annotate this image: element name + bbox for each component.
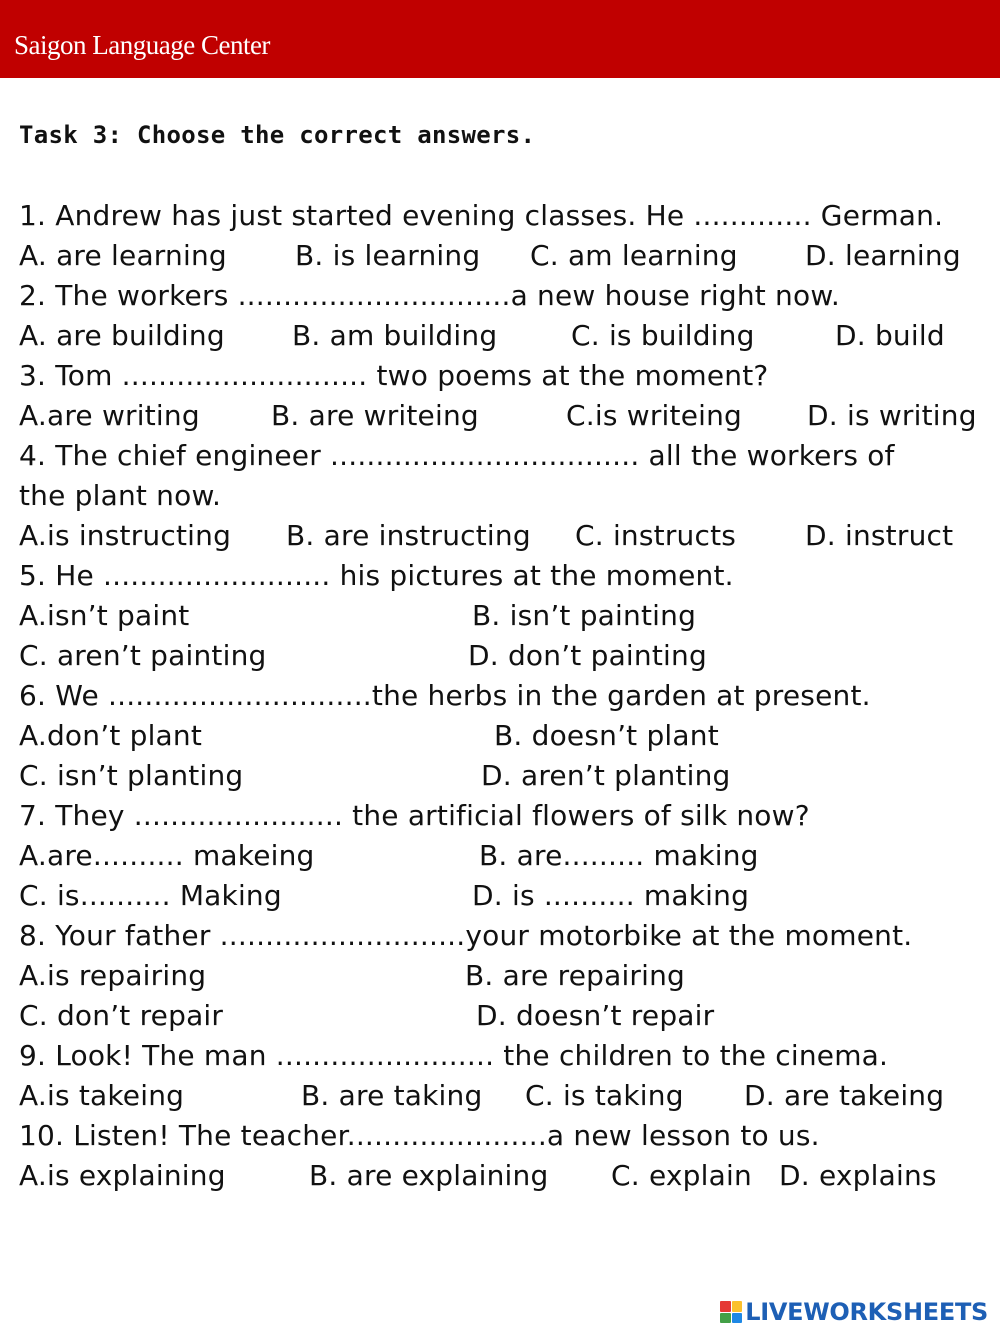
- answer-options-row: [19, 836, 994, 876]
- liveworksheets-icon: [720, 1301, 742, 1323]
- answer-options-row: [19, 716, 994, 756]
- header-title: Saigon Language Center: [14, 30, 270, 60]
- answer-options-row: [19, 1076, 994, 1116]
- liveworksheets-logo: [720, 1297, 988, 1327]
- answer-option[interactable]: A.don’t plant: [19, 719, 203, 752]
- answer-options-row: [19, 876, 994, 916]
- answer-option[interactable]: D. don’t painting: [468, 639, 707, 672]
- answer-options-row: [19, 1156, 994, 1196]
- answer-option[interactable]: C. isn’t planting: [19, 759, 244, 792]
- answer-option[interactable]: D. learning: [805, 239, 961, 272]
- answer-option[interactable]: C.is writeing: [566, 399, 743, 432]
- answer-option[interactable]: D. is writing: [807, 399, 977, 432]
- header-bar: [0, 0, 1000, 78]
- answer-option[interactable]: B. isn’t painting: [472, 599, 697, 632]
- answer-option[interactable]: D. instruct: [805, 519, 954, 552]
- answer-option[interactable]: C. is.......... Making: [19, 879, 282, 912]
- answer-option[interactable]: D. doesn’t repair: [476, 999, 715, 1032]
- answer-options-row: [19, 756, 994, 796]
- answer-option[interactable]: B. are instructing: [286, 519, 531, 552]
- answer-option[interactable]: C. aren’t painting: [19, 639, 267, 672]
- answer-option[interactable]: B. am building: [292, 319, 498, 352]
- question-stem: 6. We .............................the herbs in the garden at present.: [19, 679, 871, 712]
- answer-option[interactable]: B. are repairing: [465, 959, 686, 992]
- answer-options-row: [19, 636, 994, 676]
- question-stem: the plant now.: [19, 479, 222, 512]
- answer-option[interactable]: B. are taking: [301, 1079, 483, 1112]
- question-list: [19, 196, 994, 1196]
- question-stem: 8. Your father ...........................your motorbike at the moment.: [19, 919, 913, 952]
- answer-option[interactable]: D. aren’t planting: [481, 759, 731, 792]
- answer-option[interactable]: A. are building: [19, 319, 225, 352]
- question-stem: 9. Look! The man ........................ the children to the cinema.: [19, 1039, 889, 1072]
- question-stem: 10. Listen! The teacher......................a new lesson to us.: [19, 1119, 820, 1152]
- answer-options-row: [19, 316, 994, 356]
- answer-options-row: [19, 596, 994, 636]
- answer-option[interactable]: D. explains: [779, 1159, 937, 1192]
- liveworksheets-brand-text: LIVEWORKSHEETS: [745, 1298, 988, 1326]
- answer-option[interactable]: A.are writing: [19, 399, 200, 432]
- answer-option[interactable]: D. build: [835, 319, 945, 352]
- answer-options-row: [19, 956, 994, 996]
- answer-option[interactable]: C. don’t repair: [19, 999, 224, 1032]
- answer-option[interactable]: D. is .......... making: [472, 879, 750, 912]
- answer-option[interactable]: B. are writeing: [271, 399, 479, 432]
- answer-option[interactable]: A.is explaining: [19, 1159, 226, 1192]
- answer-option[interactable]: C. is taking: [525, 1079, 684, 1112]
- answer-options-row: [19, 236, 994, 276]
- question-stem: 2. The workers ..............................a new house right now.: [19, 279, 840, 312]
- question-stem: 1. Andrew has just started evening classes. He ............. German.: [19, 199, 944, 232]
- answer-option[interactable]: C. explain: [611, 1159, 752, 1192]
- answer-option[interactable]: C. am learning: [530, 239, 738, 272]
- answer-option[interactable]: B. is learning: [295, 239, 481, 272]
- answer-option[interactable]: C. is building: [571, 319, 755, 352]
- task-title: Task 3: Choose the correct answers.: [19, 121, 536, 149]
- question-stem: 5. He ......................... his pictures at the moment.: [19, 559, 734, 592]
- answer-options-row: [19, 396, 994, 436]
- answer-options-row: [19, 996, 994, 1036]
- answer-option[interactable]: A.is repairing: [19, 959, 207, 992]
- answer-option[interactable]: A.is takeing: [19, 1079, 185, 1112]
- answer-option[interactable]: D. are takeing: [744, 1079, 945, 1112]
- answer-options-row: [19, 516, 994, 556]
- answer-option[interactable]: A.isn’t paint: [19, 599, 190, 632]
- answer-option[interactable]: C. instructs: [575, 519, 737, 552]
- answer-option[interactable]: A.are.......... makeing: [19, 839, 315, 872]
- question-stem: 7. They ....................... the artificial flowers of silk now?: [19, 799, 810, 832]
- answer-option[interactable]: B. are explaining: [309, 1159, 549, 1192]
- answer-option[interactable]: A. are learning: [19, 239, 227, 272]
- answer-option[interactable]: A.is instructing: [19, 519, 232, 552]
- question-stem: 3. Tom ........................... two poems at the moment?: [19, 359, 769, 392]
- answer-option[interactable]: B. are......... making: [479, 839, 759, 872]
- answer-option[interactable]: B. doesn’t plant: [494, 719, 719, 752]
- question-stem: 4. The chief engineer .................................. all the workers of: [19, 439, 895, 472]
